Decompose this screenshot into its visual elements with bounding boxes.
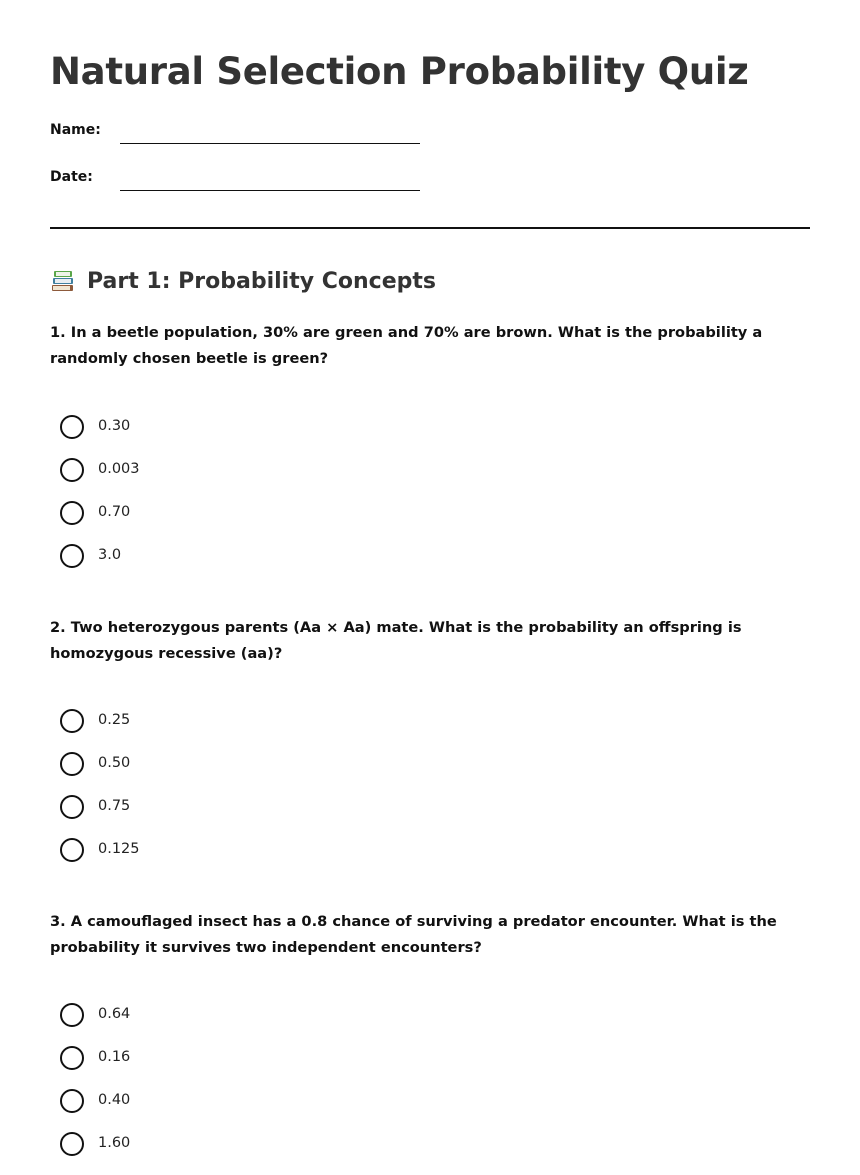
name-field[interactable] xyxy=(50,122,430,146)
radio-button[interactable] xyxy=(60,838,84,862)
name-label: Name: xyxy=(50,122,101,138)
option-label: 0.70 xyxy=(98,504,131,520)
option-label: 0.50 xyxy=(98,755,131,771)
radio-button[interactable] xyxy=(60,501,84,525)
date-input-line[interactable] xyxy=(120,190,420,191)
question-text: 2. Two heterozygous parents (Aa × Aa) mate. What is the probability an offspring is homozygous recessive (aa)? xyxy=(50,619,742,662)
radio-button[interactable] xyxy=(60,1089,84,1113)
section-title: Part 1: Probability Concepts xyxy=(87,268,436,294)
radio-button[interactable] xyxy=(60,1132,84,1156)
option-label: 0.16 xyxy=(98,1049,131,1065)
books-icon xyxy=(50,268,76,294)
radio-button[interactable] xyxy=(60,1003,84,1027)
option-label: 0.30 xyxy=(98,418,131,434)
date-label: Date: xyxy=(50,169,93,185)
question-2 xyxy=(50,615,810,857)
question-3 xyxy=(50,909,810,1151)
question-text: 3. A camouflaged insect has a 0.8 chance of surviving a predator encounter. What is the probability it survives two independent encounters? xyxy=(50,913,777,956)
option-label: 0.64 xyxy=(98,1006,131,1022)
option-label: 1.60 xyxy=(98,1135,131,1151)
option-label: 3.0 xyxy=(98,547,122,563)
page-title: Natural Selection Probability Quiz xyxy=(50,50,749,93)
radio-button[interactable] xyxy=(60,752,84,776)
option-label: 0.40 xyxy=(98,1092,131,1108)
radio-button[interactable] xyxy=(60,709,84,733)
option-label: 0.125 xyxy=(98,841,140,857)
option-label: 0.25 xyxy=(98,712,131,728)
radio-button[interactable] xyxy=(60,795,84,819)
date-field[interactable] xyxy=(50,169,430,193)
section-heading xyxy=(50,268,436,294)
radio-button[interactable] xyxy=(60,1046,84,1070)
option-label: 0.75 xyxy=(98,798,131,814)
question-1 xyxy=(50,320,810,563)
name-input-line[interactable] xyxy=(120,143,420,144)
option-label: 0.003 xyxy=(98,461,140,477)
radio-button[interactable] xyxy=(60,544,84,568)
header-divider xyxy=(50,227,810,229)
radio-button[interactable] xyxy=(60,458,84,482)
radio-button[interactable] xyxy=(60,415,84,439)
question-text: 1. In a beetle population, 30% are green and 70% are brown. What is the probability a randomly chosen beetle is green? xyxy=(50,324,763,367)
